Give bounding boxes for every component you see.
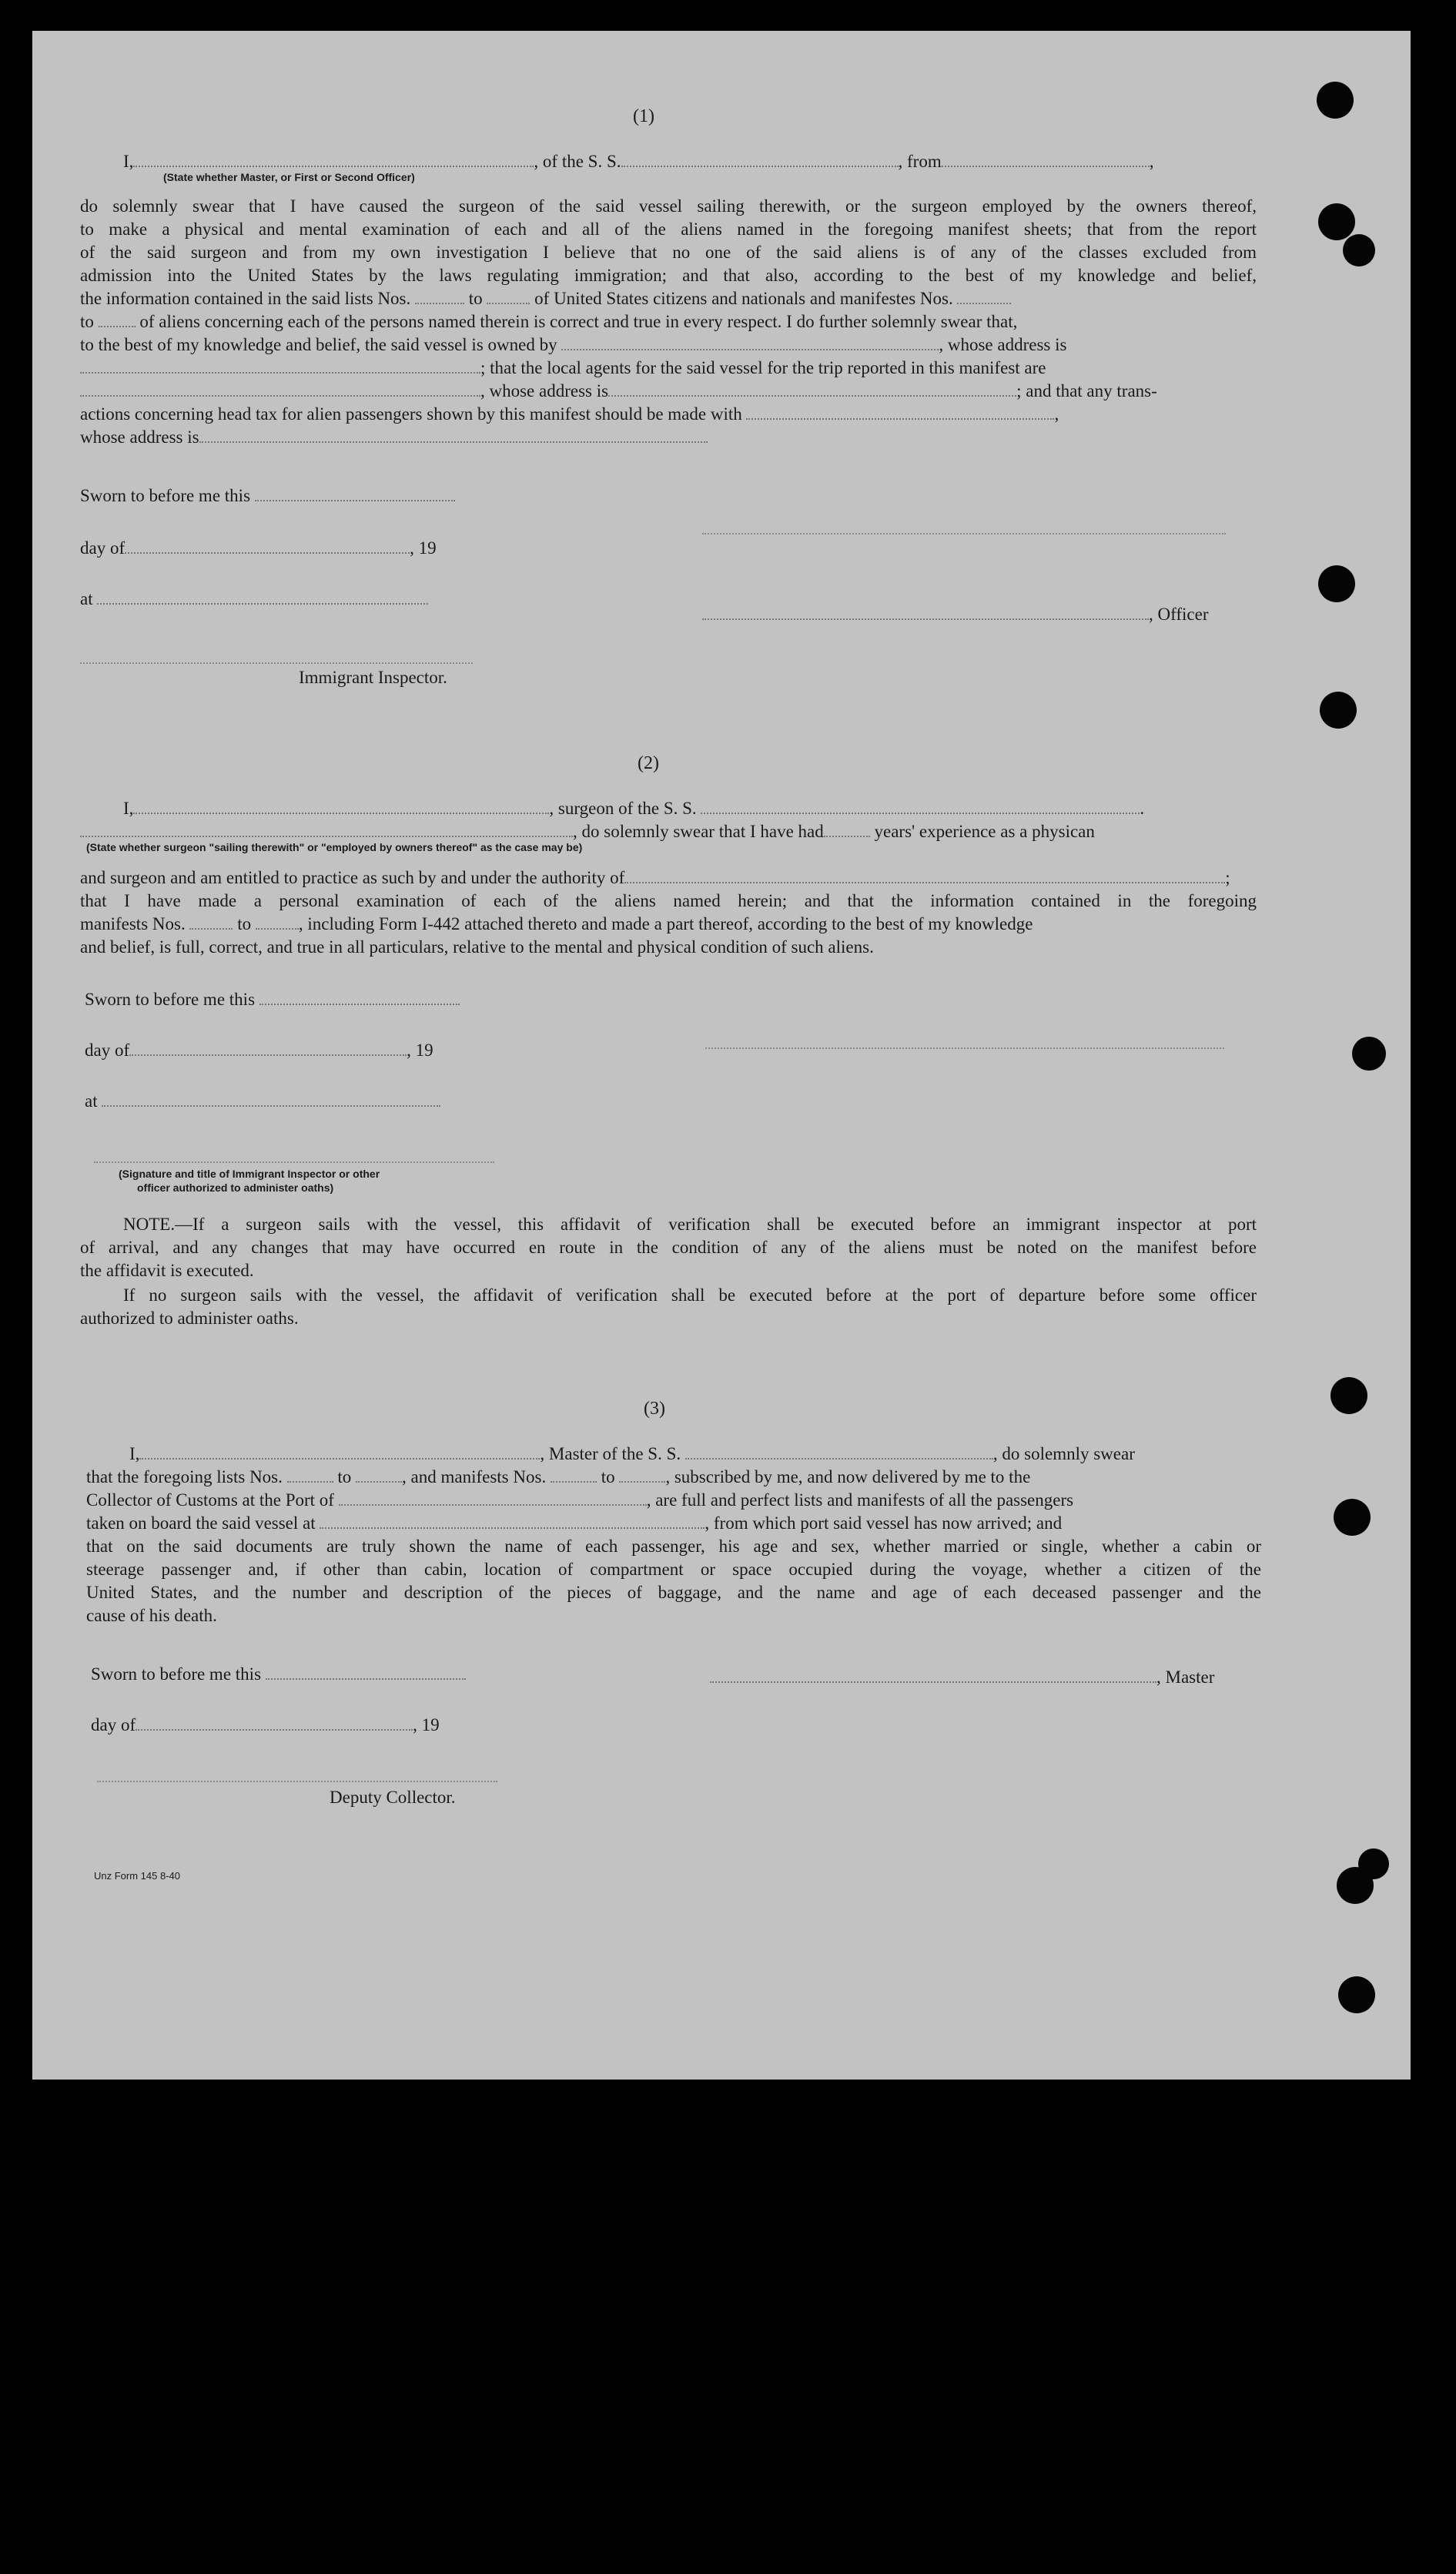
section-number: (3) — [644, 1399, 665, 1419]
signature-line — [97, 1779, 497, 1782]
paragraph-line: to make a physical and mental examination of each and all of the aliens named in the foregoing manifest sheets; that from the report — [80, 220, 1257, 239]
paragraph-line: , whose address is ; and that any trans- — [80, 380, 1157, 402]
paragraph-line: do solemnly swear that I have caused the surgeon of the said vessel sailing therewith, or the surgeon employed by the owners thereof, — [80, 196, 1257, 216]
inspector-label: Immigrant Inspector. — [299, 668, 447, 687]
signature-note: officer authorized to administer oaths) — [137, 1181, 334, 1194]
section-number: (1) — [633, 106, 654, 126]
paragraph-line: that the foregoing lists Nos. to , and manifests Nos. to , subscribed by me, and now delivered by me to the — [86, 1467, 1031, 1486]
paragraph-line: Collector of Customs at the Port of , are full and perfect lists and manifests of all the passengers — [86, 1490, 1074, 1510]
paragraph-line: that on the said documents are truly shown the name of each passenger, his age and sex, whether married or single, whether a cabin or — [86, 1537, 1261, 1556]
note-line: authorized to administer oaths. — [80, 1309, 299, 1328]
sworn-label: Sworn to before me this — [91, 1664, 466, 1685]
statement-line: , do solemnly swear that I have had years' experience as a physican — [80, 821, 1095, 843]
deputy-label: Deputy Collector. — [330, 1788, 456, 1807]
punch-hole — [1330, 1377, 1367, 1414]
signature-note: (Signature and title of Immigrant Inspector or other — [119, 1168, 380, 1180]
note-line: the affidavit is executed. — [80, 1261, 254, 1280]
paragraph-line: admission into the United States by the laws regulating immigration; and that also, according to the best of my knowledge and belief, — [80, 266, 1257, 285]
statement-line: I, , of the S. S. , from , — [123, 152, 1154, 171]
note-line: If no surgeon sails with the vessel, the affidavit of verification shall be executed before at the port of departure before some officer — [123, 1285, 1257, 1305]
day-label: day of , 19 — [80, 538, 437, 558]
at-label: at — [85, 1091, 440, 1112]
note-line: NOTE.—If a surgeon sails with the vessel, this affidavit of verification shall be executed before an immigrant inspector at port — [123, 1215, 1257, 1234]
signature-line — [94, 1160, 494, 1163]
paragraph-line: and surgeon and am entitled to practice as such by and under the authority of ; — [80, 868, 1230, 887]
punch-hole — [1317, 82, 1354, 119]
note-line: of arrival, and any changes that may have occurred en route in the condition of any of the aliens must be noted on the manifest before — [80, 1238, 1257, 1257]
paragraph-line: and belief, is full, correct, and true in all particulars, relative to the mental and physical condition of such aliens. — [80, 937, 874, 957]
day-label: day of , 19 — [85, 1041, 433, 1060]
paragraph-line: the information contained in the said lists Nos. to of United States citizens and nationals and manifestes Nos. — [80, 288, 1011, 310]
signature-line — [702, 531, 1226, 535]
field-note: (State whether surgeon "sailing therewith" or "employed by owners thereof" as the case may be) — [86, 841, 583, 853]
paragraph-line: taken on board the said vessel at , from which port said vessel has now arrived; and — [86, 1513, 1063, 1533]
paragraph-line: whose address is — [80, 427, 708, 448]
statement-line: I, , Master of the S. S. , do solemnly swear — [129, 1444, 1135, 1463]
punch-hole — [1318, 203, 1355, 240]
paragraph-line: actions concerning head tax for alien passengers shown by this manifest should be made with , — [80, 404, 1059, 424]
paragraph-line: that I have made a personal examination of each of the aliens named herein; and that the information contained in the foregoing — [80, 891, 1257, 910]
punch-hole — [1343, 234, 1375, 266]
master-label: , Master — [710, 1667, 1214, 1688]
signature-line — [705, 1046, 1224, 1049]
sworn-label: Sworn to before me this — [85, 989, 460, 1010]
officer-label: , Officer — [702, 604, 1208, 625]
paragraph-line: to of aliens concerning each of the persons named therein is correct and true in every respect. I do further solemnly swear that, — [80, 312, 1018, 331]
paragraph-line: cause of his death. — [86, 1606, 217, 1625]
paragraph-line: steerage passenger and, if other than cabin, location of compartment or space occupied during the voyage, whether a citizen of the — [86, 1560, 1261, 1579]
paragraph-line: ; that the local agents for the said vessel for the trip reported in this manifest are — [80, 357, 1046, 379]
at-label: at — [80, 588, 428, 610]
paragraph-line: to the best of my knowledge and belief, the said vessel is owned by , whose address is — [80, 335, 1067, 354]
section-number: (2) — [638, 753, 659, 773]
day-label: day of , 19 — [91, 1715, 440, 1734]
paragraph-line: manifests Nos. to , including Form I-442 attached thereto and made a part thereof, according to the best of my knowledge — [80, 914, 1033, 933]
statement-line: I, , surgeon of the S. S. . — [123, 799, 1145, 818]
punch-hole — [1334, 1499, 1371, 1536]
paragraph-line: of the said surgeon and from my own investigation I believe that no one of the said aliens is of any of the classes excluded from — [80, 243, 1257, 262]
form-number: Unz Form 145 8-40 — [94, 1870, 180, 1882]
punch-hole — [1318, 565, 1355, 602]
sworn-label: Sworn to before me this — [80, 485, 455, 507]
punch-hole — [1358, 1848, 1389, 1879]
paragraph-line: United States, and the number and description of the pieces of baggage, and the name and age of each deceased passenger and the — [86, 1583, 1261, 1602]
field-note: (State whether Master, or First or Second Officer) — [163, 171, 415, 183]
punch-hole — [1338, 1976, 1375, 2013]
punch-hole — [1320, 692, 1357, 729]
form-page — [32, 31, 1411, 2080]
signature-line — [80, 661, 473, 664]
punch-hole — [1352, 1037, 1386, 1071]
